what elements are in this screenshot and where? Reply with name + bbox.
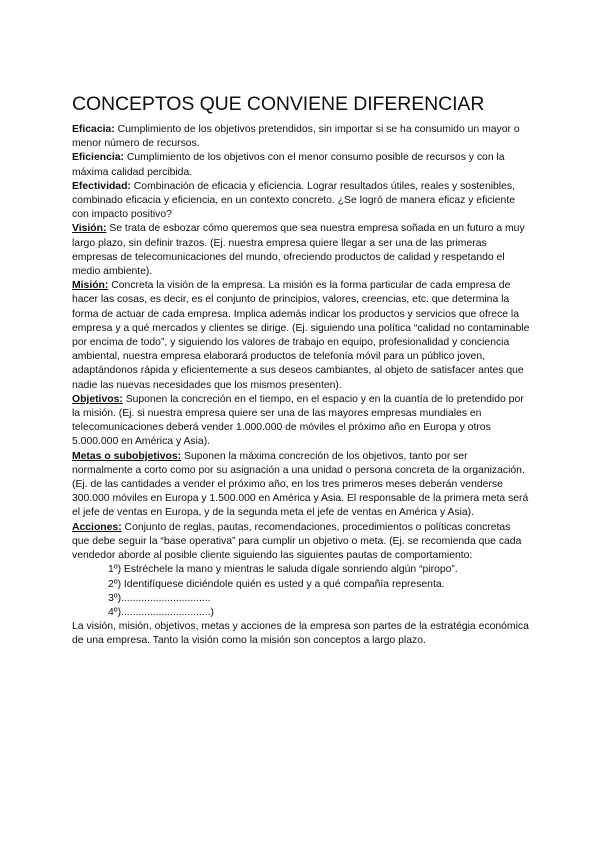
list-item: 2º) Identifíquese diciéndole quién es usted y a qué compañía representa. [108, 578, 445, 590]
definition-text: Combinación de eficacia y eficiencia. Lograr resultados útiles, reales y sostenibles, combinado eficacia y eficiencia, en un contexto concreto. ¿Se logró de manera eficaz y eficiente con impacto positivo? [72, 180, 516, 221]
definition-text: Suponen la máxima concreción de los objetivos, tanto por ser normalmente a corto como por su asignación a una unidad o persona concreta de la organización. (Ej. de las cantidades a vender el próximo año, en los tres primeros meses deberán venderse 300.000 móviles en Europa y 1.500.000 en América y Asia. El responsable de la primera meta será el jefe de ventas en Europa, y de la segunda meta el jefe de ventas en América y Asia). [72, 450, 529, 519]
page-title: CONCEPTOS QUE CONVIENE DIFERENCIAR [72, 93, 485, 115]
conclusion-paragraph: La visión, misión, objetivos, metas y acciones de la empresa son partes de la estratégia económica de una empresa. Tanto la visión como la misión son conceptos a largo plazo. [72, 621, 529, 647]
definition-mision [72, 279, 530, 393]
document-body [72, 123, 530, 649]
definition-eficiencia [72, 151, 530, 179]
definition-text: Suponen la concreción en el tiempo, en el espacio y en la cuantía de lo pretendido por la misión. (Ej. si nuestra empresa quiere ser una de las mayores empresas mundiales en telecomunicaciones deberá vender 1.000.000 de móviles el próximo año en Europa y otros 5.000.000 en América y Asia). [72, 393, 524, 448]
term-label: Efectividad: [72, 180, 131, 192]
definition-text: Conjunto de reglas, pautas, recomendaciones, procedimientos o políticas concretas que debe seguir la “base operativa” para cumplir un objetivo o meta. (Ej. se recomienda que cada vendedor aborde al posible cliente siguiendo las siguientes pautas de comportamiento: [72, 521, 522, 562]
term-label: Misión: [72, 280, 109, 292]
definition-vision [72, 222, 530, 279]
definition-text: Se trata de esbozar cómo queremos que sea nuestra empresa soñada en un futuro a muy largo plazo, sin definir trazos. (Ej. nuestra empresa quiere llegar a ser una de las primeras empresas de telecomunicaciones del mundo, ofreciendo productos de calidad y respetando el medio ambiente). [72, 223, 525, 278]
steps-list [72, 563, 530, 620]
definition-metas [72, 450, 530, 521]
definition-text: Concreta la visión de la empresa. La misión es la forma particular de cada empresa de hacer las cosas, es decir, es el conjunto de principios, valores, creencias, etc. que determina la forma de actuar de cada empresa. Implica además indicar los productos y servicios que ofrece la empresa y a qué mercados y clientes se dirige. (Ej. siguiendo una política “calidad no contaminable por encima de todo”, y siguiendo los valores de trabajo en equipo, profesionalidad y conciencia ambiental, nuestra empresa elaborará productos de telefonía móvil para un público joven, adaptándonos rápida y eficientemente a sus deseos cambiantes, al objeto de satisfacer antes que nadie las nuevas necesidades que los mismos presenten). [72, 280, 530, 391]
list-item: 3º)............................... [108, 592, 211, 604]
term-label: Visión: [72, 223, 107, 235]
definition-objetivos [72, 393, 530, 450]
definition-efectividad [72, 180, 530, 223]
definition-eficacia [72, 123, 530, 151]
term-label: Eficacia: [72, 124, 115, 135]
term-label: Acciones: [72, 521, 122, 533]
list-item: 4º)...............................) [108, 606, 214, 618]
term-label: Metas o subobjetivos: [72, 450, 182, 462]
definition-text: Cumplimiento de los objetivos pretendidos, sin importar si se ha consumido un mayor o menor número de recursos. [72, 124, 520, 150]
term-label: Objetivos: [72, 393, 123, 405]
definition-acciones [72, 521, 530, 564]
definition-text: Cumplimiento de los objetivos con el menor consumo posible de recursos y con la máxima calidad percibida. [72, 152, 505, 178]
list-item: 1º) Estréchele la mano y mientras le saluda dígale sonriendo algún “piropo”. [108, 564, 458, 576]
term-label: Eficiencia: [72, 152, 124, 164]
